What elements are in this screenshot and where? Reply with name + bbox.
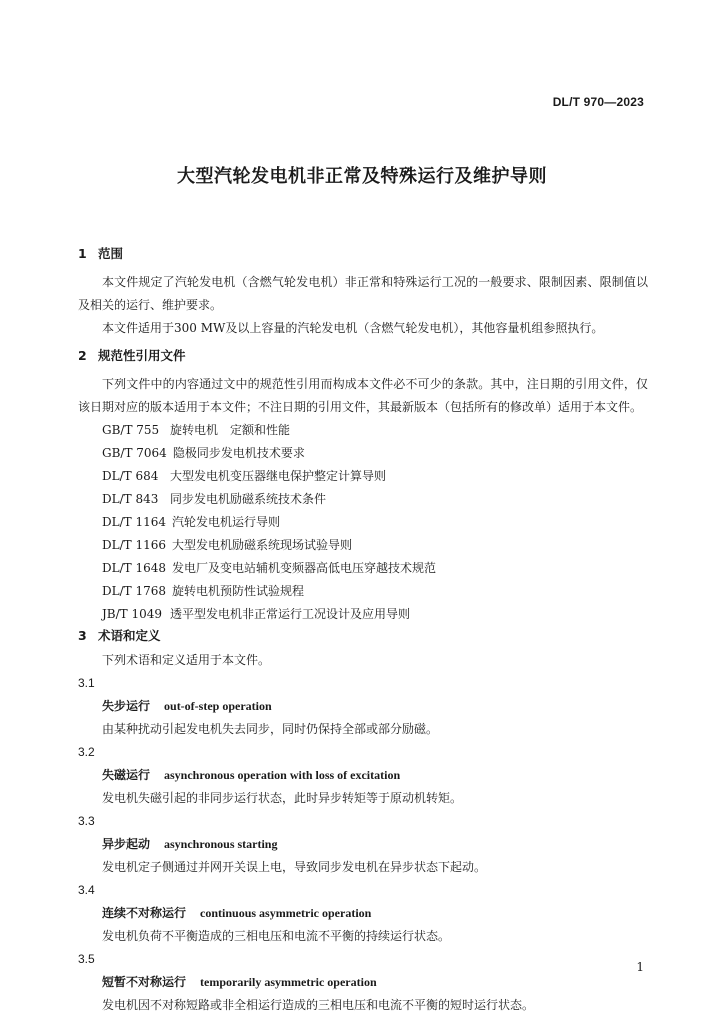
reference-title: 大型发电机变压器继电保护整定计算导则 (170, 469, 387, 483)
reference-code: DL/T 843 (102, 492, 159, 506)
reference-code: DL/T 1768 (102, 584, 166, 598)
section-title: 术语和定义 (98, 628, 161, 643)
section-scope (78, 242, 648, 340)
term-entry (78, 741, 648, 810)
reference-item (78, 557, 648, 580)
term-english: asynchronous starting (164, 837, 278, 851)
reference-item (78, 603, 648, 626)
term-definition: 发电机因不对称短路或非全相运行造成的三相电压和电流不平衡的短时运行状态。 (102, 998, 535, 1012)
reference-code: GB/T 7064 (102, 446, 167, 460)
reference-item (78, 465, 648, 488)
section-normative-references (78, 344, 648, 626)
term-number: 3.2 (78, 745, 95, 759)
standard-code: DL/T 970—2023 (552, 95, 644, 109)
term-english: asynchronous operation with loss of excitation (164, 768, 401, 782)
reference-code: JB/T 1049 (102, 607, 163, 621)
document-title: 大型汽轮发电机非正常及特殊运行及维护导则 (177, 166, 547, 187)
section-title: 规范性引用文件 (98, 348, 186, 363)
section-heading (78, 624, 648, 647)
reference-code: DL/T 1164 (102, 515, 166, 529)
term-entry (78, 672, 648, 741)
scope-paragraph: 本文件规定了汽轮发电机（含燃气轮发电机）非正常和特殊运行工况的一般要求、限制因素、限制值以及相关的运行、维护要求。 (78, 275, 648, 312)
reference-title: 隐极同步发电机技术要求 (172, 446, 305, 460)
reference-code: DL/T 684 (102, 469, 159, 483)
section-number: 1 (78, 246, 87, 261)
scope-paragraph: 本文件适用于300 MW及以上容量的汽轮发电机（含燃气轮发电机），其他容量机组参照执行。 (102, 321, 604, 335)
page-number: 1 (636, 960, 644, 974)
section-terms (78, 624, 648, 1017)
reference-code: GB/T 755 (102, 423, 160, 437)
reference-title: 同步发电机励磁系统技术条件 (170, 492, 327, 506)
reference-item (78, 442, 648, 465)
reference-code: DL/T 1166 (102, 538, 166, 552)
reference-item (78, 419, 648, 442)
term-chinese: 失步运行 (102, 699, 151, 713)
reference-item (78, 580, 648, 603)
term-entry (78, 810, 648, 879)
reference-code: DL/T 1648 (102, 561, 166, 575)
term-definition: 发电机失磁引起的非同步运行状态，此时异步转矩等于原动机转矩。 (102, 791, 463, 805)
reference-item (78, 511, 648, 534)
term-entry (78, 879, 648, 948)
term-chinese: 异步起动 (102, 837, 151, 851)
section-number: 2 (78, 348, 87, 363)
term-chinese: 短暂不对称运行 (102, 975, 187, 989)
term-english: out-of-step operation (164, 699, 272, 713)
term-name (78, 902, 648, 925)
reference-title: 发电厂及变电站辅机变频器高低电压穿越技术规范 (172, 561, 437, 575)
term-chinese: 失磁运行 (102, 768, 151, 782)
reference-title: 大型发电机励磁系统现场试验导则 (172, 538, 353, 552)
reference-title: 旋转电机预防性试验规程 (172, 584, 305, 598)
section-title: 范围 (98, 246, 124, 261)
term-number: 3.5 (78, 952, 95, 966)
references-intro: 下列文件中的内容通过文中的规范性引用而构成本文件必不可少的条款。其中，注日期的引用文件，仅该日期对应的版本适用于本文件；不注日期的引用文件，其最新版本（包括所有的修改单）适用于本文件。 (78, 377, 648, 414)
reference-title: 旋转电机 定额和性能 (170, 423, 291, 437)
term-english: temporarily asymmetric operation (200, 975, 377, 989)
term-english: continuous asymmetric operation (200, 906, 372, 920)
term-name (78, 764, 648, 787)
section-heading (78, 242, 648, 265)
reference-title: 透平型发电机非正常运行工况设计及应用导则 (170, 607, 411, 621)
section-number: 3 (78, 628, 87, 643)
term-entry (78, 948, 648, 1017)
section-heading (78, 344, 648, 367)
reference-item (78, 488, 648, 511)
term-definition: 发电机定子侧通过并网开关误上电，导致同步发电机在异步状态下起动。 (102, 860, 487, 874)
reference-list (78, 419, 648, 626)
term-name (78, 695, 648, 718)
term-list (78, 672, 648, 1017)
term-name (78, 833, 648, 856)
reference-item (78, 534, 648, 557)
term-definition: 发电机负荷不平衡造成的三相电压和电流不平衡的持续运行状态。 (102, 929, 451, 943)
reference-title: 汽轮发电机运行导则 (172, 515, 281, 529)
term-chinese: 连续不对称运行 (102, 906, 187, 920)
term-number: 3.4 (78, 883, 95, 897)
term-number: 3.1 (78, 676, 95, 690)
terms-intro: 下列术语和定义适用于本文件。 (102, 653, 271, 667)
term-name (78, 971, 648, 994)
term-definition: 由某种扰动引起发电机失去同步，同时仍保持全部或部分励磁。 (102, 722, 439, 736)
term-number: 3.3 (78, 814, 95, 828)
